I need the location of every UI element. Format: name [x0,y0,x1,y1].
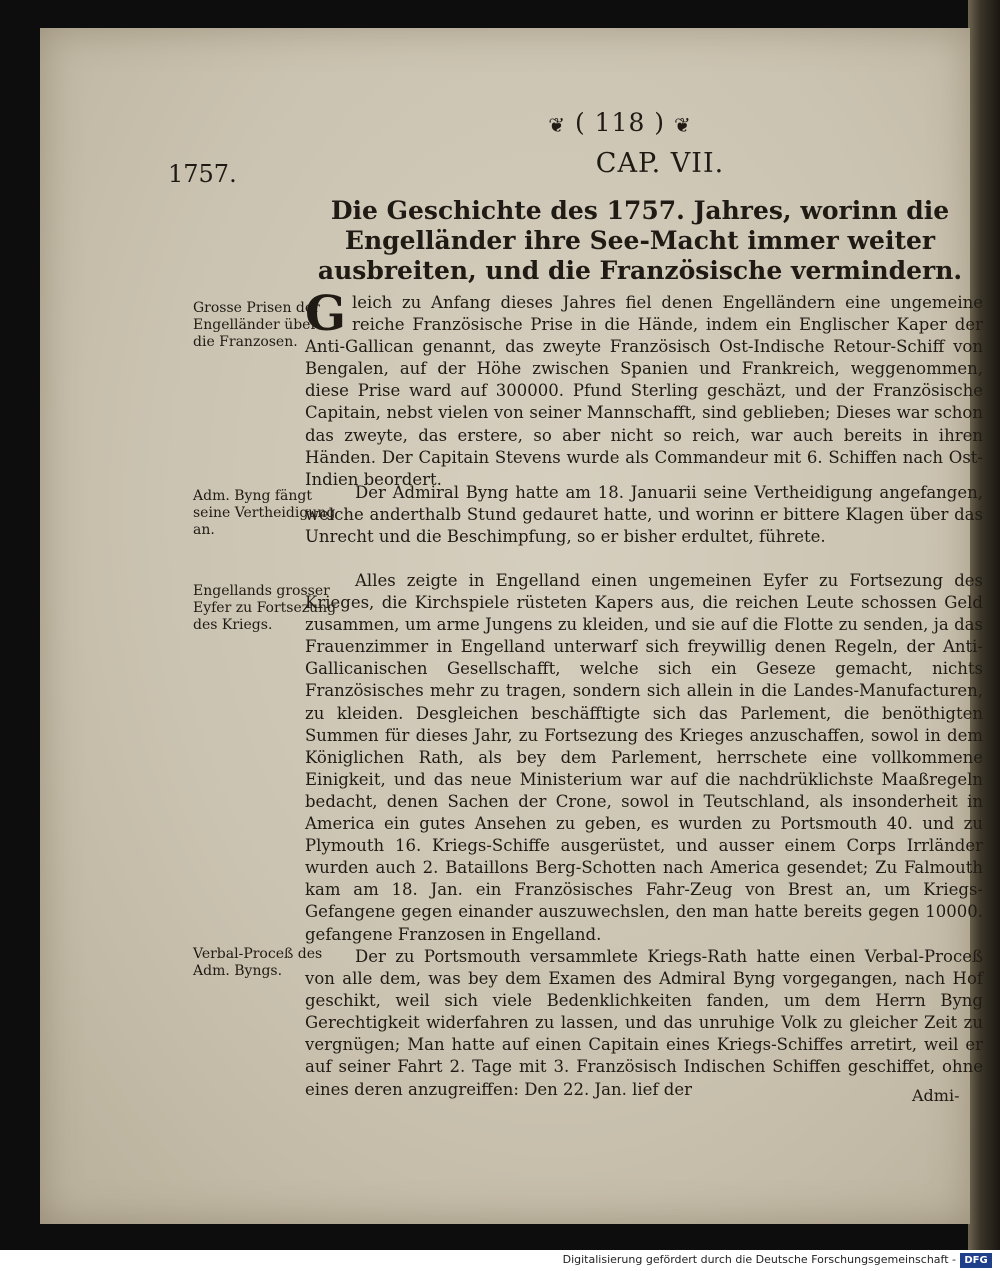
dfg-logo-icon[interactable]: DFG [960,1253,992,1268]
page-header [500,108,740,137]
margin-note-verbal: Verbal-Proceß des Adm. Byngs. [193,946,323,979]
left-ornament-icon: ❦ [548,112,566,137]
footer-credit: Digitalisierung gefördert durch die Deutsche Forschungsgemeinschaft - [562,1253,956,1266]
margin-note-prisen: Grosse Prisen der Engelländer über die Franzosen. [193,300,320,350]
footer-bar [0,1250,1000,1271]
page-number: ( 118 ) [574,108,666,137]
catchword: Admi- [912,1086,960,1105]
drop-cap: G [305,286,346,342]
chapter-title: Die Geschichte des 1757. Jahres, worinn die Engelländer ihre See-Macht immer weiter ausbreiten, und die Französische vermindern. [317,196,963,285]
chapter-heading: CAP. VII. [595,148,725,179]
paragraph-1-text: leich zu Anfang dieses Jahres fiel denen Engelländern eine ungemeine reiche Französische Prise in die Hände, indem ein Englischer Kaper der Anti-Gallican genannt, das zweyte Französisch Ost-Indische Retour-Schiff von Bengalen, auf der Höhe zwischen Spanien und Frankreich, weggenommen, diese Prise ward auf 300000. Pfund Sterling geschäzt, und der Französische Capitain, nebst vielen von seiner Mannschafft, sind geblieben; Dieses war schon das zweyte, das erstere, so aber nicht so reich, war auch bereits in ihren Händen. Der Capitain Stevens wurde als Commandeur mit 6. Schiffen nach Ost-Indien beordert. [305,293,983,489]
right-ornament-icon: ❦ [674,112,692,137]
paragraph-4: Der zu Portsmouth versammlete Kriegs-Rath hatte einen Verbal-Proceß von alle dem, was bey dem Examen des Admiral Byng vorgegangen, nach Hof geschikt, weil sich viele Bedenklichkeiten fanden, um dem Herrn Byng Gerechtigkeit widerfahren zu lassen, und das unruhige Volk zu gleicher Zeit zu vergnügen; Man hatte auf einen Capitain eines Kriegs-Schiffes arretirt, weil er auf seiner Fahrt 2. Tage mit 3. Französisch Indischen Schiffen geschiffet, ohne eines deren anzugreiffen: Den 22. Jan. lief der [305,947,983,1099]
year-marker: 1757. [168,160,237,188]
book-page [40,28,983,1224]
paragraph-1 [305,286,983,491]
margin-note-eyfer: Engellands grosser Eyfer zu Fortsezung des Kriegs. [193,583,337,633]
paragraph-2: Der Admiral Byng hatte am 18. Januarii seine Vertheidigung angefangen, welche anderthalb Stund gedauret hatte, und worinn er bittere Klagen über das Unrecht und die Beschimpfung, so er bisher erdultet, führete. [305,483,983,547]
paragraph-3: Alles zeigte in Engelland einen ungemeinen Eyfer zu Fortsezung des Krieges, die Kirchspiele rüsteten Kapers aus, die reichen Leute schossen Geld zusammen, um arme Jungens zu kleiden, und sie auf die Flotte zu senden, ja das Frauenzimmer in Engelland unterwarf sich freywillig denen Regeln, der Anti-Gallicanischen Gesellschafft, welche sich ein Geseze gemacht, nichts Französisches mehr zu tragen, sondern sich allein in die Landes-Manufacturen, zu kleiden. Desgleichen beschäfftigte sich das Parlement, die benöthigten Summen für dieses Jahr, zu Fortsezung des Krieges anzuschaffen, sowol in dem Königlichen Rath, als bey dem Parlement, herrschete eine vollkommene Einigkeit, und das neue Ministerium war auf die nachdrüklichste Maaßregeln bedacht, denen Sachen der Crone, sowol in Teutschland, als insonderheit in America ein gutes Ansehen zu geben, es wurden zu Portsmouth 40. und zu Plymouth 16. Kriegs-Schiffe ausgerüstet, und ausser einem Corps Irrländer wurden auch 2. Bataillons Berg-Schotten nach America gesendet; Zu Falmouth kam am 18. Jan. ein Französisches Fahr-Zeug von Brest an, um Kriegs-Gefangene gegen einander auszuwechslen, den man hatte bereits gegen 10000. gefangene Franzosen in Engelland. [305,571,983,944]
margin-note-byng: Adm. Byng fängt seine Vertheidigung an. [193,488,336,538]
